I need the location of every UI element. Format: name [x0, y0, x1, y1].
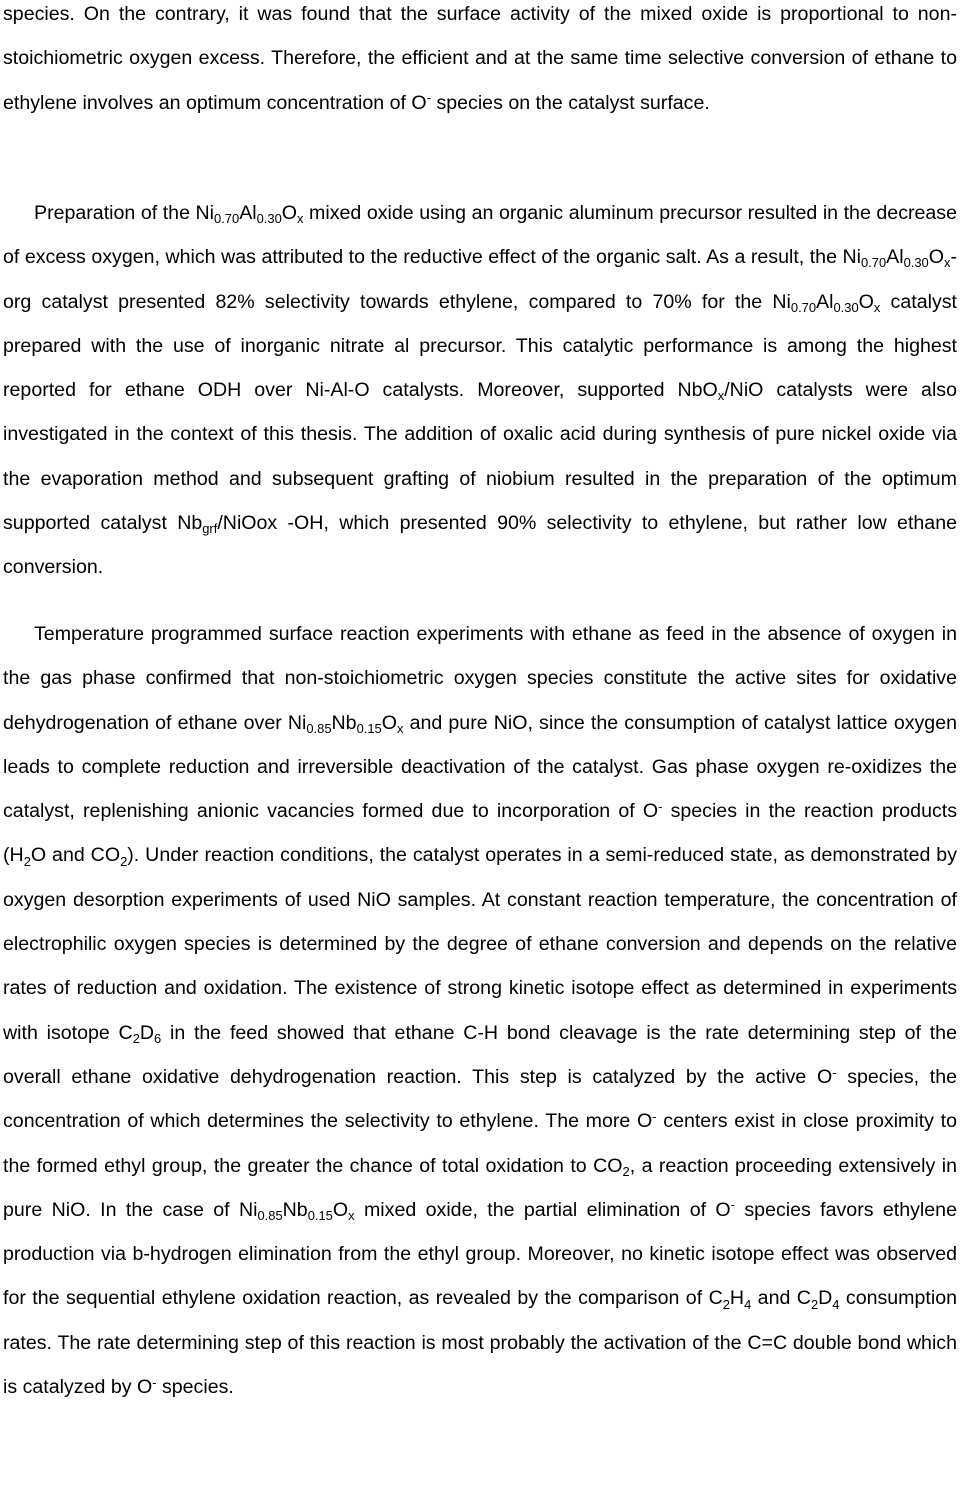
text-run: in the feed showed that ethane C-H bond cleavage is the rate determining step of the overall ethane oxidative dehydrogenation reaction. This step is catalyzed by the active O: [3, 1021, 957, 1088]
text-run: and pure NiO, since the consumption of catalyst lattice oxygen leads to complete reduction and irreversible deactivation of the catalyst. Gas phase oxygen re-oxidizes the catalyst, replenishing anionic vacancies formed due to incorporation of O: [3, 711, 957, 823]
text-run: and C: [751, 1287, 811, 1310]
text-run: Al: [816, 290, 834, 313]
text-run: consumption rates. The rate determining step of this reaction is most probably the activation of the C=C double bond which is catalyzed by O: [3, 1287, 957, 1399]
subscript: x: [297, 211, 304, 227]
subscript: 0.70: [214, 211, 240, 227]
subscript: 0.85: [306, 720, 332, 736]
subscript: 2: [622, 1163, 630, 1179]
superscript: -: [152, 1374, 157, 1390]
text-run: species.: [156, 1376, 234, 1399]
subscript: 2: [722, 1296, 730, 1312]
subscript: 0.15: [307, 1207, 333, 1223]
subscript: x: [944, 255, 951, 271]
paragraph-tpsr-experiments: [3, 612, 957, 1409]
subscript: x: [717, 388, 725, 404]
text-run: /NiO catalysts were also investigated in the context of this thesis. The addition of oxalic acid during synthesis of pure nickel oxide via the evaporation method and subsequent grafting of niobium resulted in the preparation of the optimum supported catalyst Nb: [3, 379, 957, 535]
text-run: species, the concentration of which determines the selectivity to ethylene. The more O: [3, 1065, 957, 1133]
text-run: catalyst prepared with the use of inorganic nitrate al precursor. This catalytic performance is among the highest reported for ethane ODH over Ni-Al-O catalysts. Moreover, supported NbO: [3, 290, 957, 402]
subscript: 0.30: [903, 255, 929, 271]
text-run: D: [139, 1021, 155, 1044]
text-run: species on the catalyst surface.: [431, 91, 710, 114]
text-run: Al: [886, 246, 904, 269]
text-run: Nb: [282, 1198, 308, 1221]
text-run: Nb: [331, 711, 357, 734]
subscript: 2: [120, 853, 128, 869]
subscript: grf: [202, 521, 218, 537]
text-run: , a reaction proceeding extensively in pure NiO. In the case of Ni: [3, 1154, 957, 1221]
text-run: O: [281, 202, 298, 224]
paragraph-surface-activity: [3, 0, 957, 125]
subscript: 4: [832, 1296, 840, 1312]
text-run: O and CO: [30, 844, 121, 867]
subscript: x: [348, 1207, 355, 1223]
text-run: species. On the contrary, it was found that the surface activity of the mixed oxide is proportional to non-stoichiometric oxygen excess. Therefore, the efficient and at the same time selective conversion of ethane to ethylene involves an optimum concentration of O: [3, 3, 957, 114]
text-run: mixed oxide, the partial elimination of O: [354, 1198, 731, 1221]
subscript: 4: [744, 1296, 752, 1312]
text-run: mixed oxide using an organic aluminum precursor resulted in the decrease of excess oxygen, which was attributed to the reductive effect of the organic salt. As a result, the Ni: [3, 202, 957, 269]
subscript: 0.70: [861, 255, 887, 271]
text-run: O: [381, 711, 397, 734]
text-run: O: [332, 1198, 349, 1221]
text-run: centers exist in close proximity to the formed ethyl group, the greater the chance of total oxidation to CO: [3, 1110, 957, 1177]
text-run: D: [818, 1287, 833, 1310]
subscript: 0.30: [833, 299, 859, 315]
superscript: -: [652, 1108, 657, 1124]
subscript: 2: [132, 1030, 140, 1046]
subscript: 0.70: [790, 299, 817, 315]
subscript: 0.85: [257, 1207, 283, 1223]
text-run: species in the reaction products (H: [3, 800, 957, 867]
superscript: -: [730, 1197, 735, 1213]
text-run: -org catalyst presented 82% selectivity towards ethylene, compared to 70% for the Ni: [3, 246, 957, 313]
text-run: Al: [239, 202, 257, 224]
text-run: /NiOox -OH, which presented 90% selectivity to ethylene, but rather low ethane conversion.: [3, 512, 957, 579]
subscript: 6: [154, 1030, 162, 1046]
text-run: Preparation of the Ni: [34, 202, 215, 224]
subscript: 2: [810, 1296, 819, 1312]
superscript: -: [658, 798, 663, 814]
subscript: 0.30: [256, 211, 282, 227]
subscript: x: [397, 720, 404, 736]
subscript: 2: [23, 853, 31, 869]
superscript: -: [426, 90, 431, 106]
text-run: H: [729, 1287, 745, 1310]
subscript: x: [873, 299, 881, 315]
text-run: Temperature programmed surface reaction experiments with ethane as feed in the absence of oxygen in the gas phase confirmed that non-stoichiometric oxygen species constitute the active sites for oxidative dehydrogenation of ethane over Ni: [3, 623, 957, 734]
text-run: O: [858, 290, 874, 313]
text-run: O: [928, 246, 944, 269]
text-run: species favors ethylene production via b-hydrogen elimination from the ethyl group. Moreover, no kinetic isotope effect was observed for the sequential ethylene oxidation reaction, as revealed by the comparison of C: [3, 1198, 957, 1310]
subscript: 0.15: [356, 720, 382, 736]
superscript: -: [832, 1064, 837, 1080]
text-run: ). Under reaction conditions, the catalyst operates in a semi-reduced state, as demonstrated by oxygen desorption experiments of used NiO samples. At constant reaction temperature, the concentration of electrophilic oxygen species is determined by the degree of ethane conversion and depends on the relative rates of reduction and oxidation. The existence of strong kinetic isotope effect as determined in experiments with isotope C: [3, 844, 957, 1044]
paragraph-catalyst-preparation: [3, 191, 957, 590]
